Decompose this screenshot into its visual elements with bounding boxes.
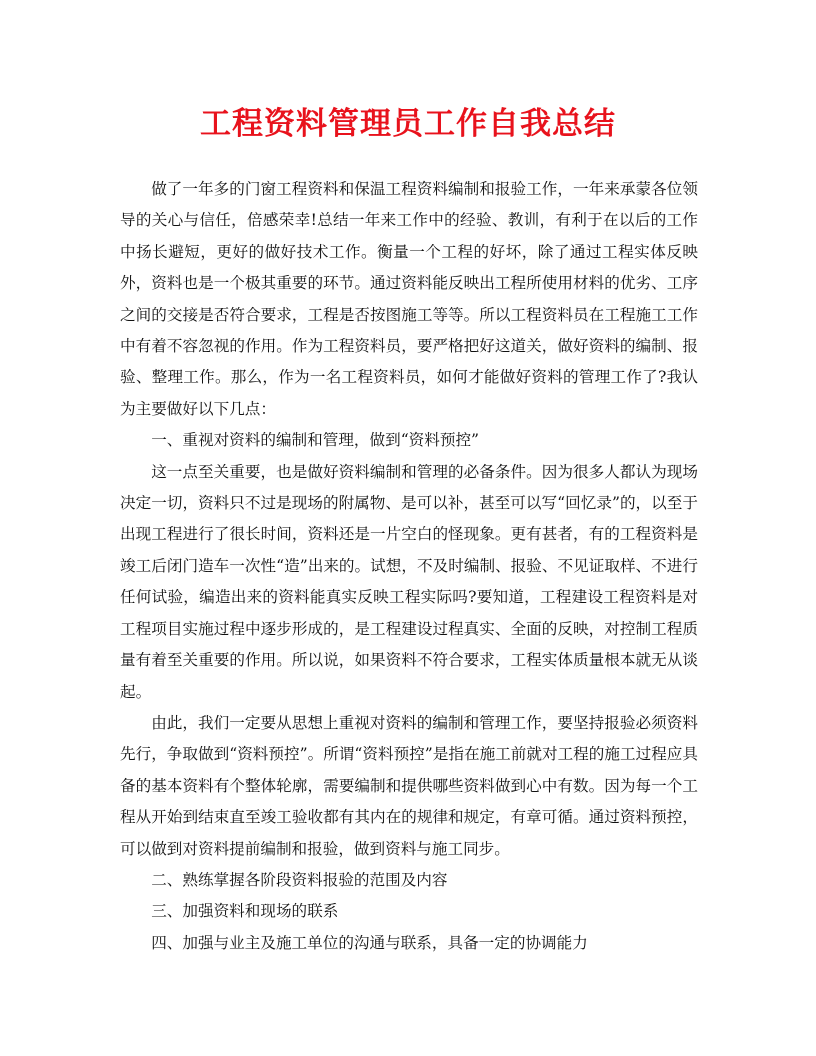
section-1-paragraph-1: 这一点至关重要，也是做好资料编制和管理的必备条件。因为很多人都认为现场决定一切，资料只不过是现场的附属物、是可以补，甚至可以写“回忆录”的，以至于出现工程进行了很长时间，资料还是一片空白的怪现象。更有甚者，有的工程资料是竣工后闭门造车一次性“造”出来的。试想，不及时编制、报验、不见证取样、不进行任何试验，编造出来的资料能真实反映工程实际吗?要知道，工程建设工程资料是对工程项目实施过程中逐步形成的，是工程建设过程真实、全面的反映，对控制工程质量有着至关重要的作用。所以说，如果资料不符合要求，工程实体质量根本就无从谈起。 — [120, 462, 698, 701]
intro-paragraph: 做了一年多的门窗工程资料和保温工程资料编制和报验工作，一年来承蒙各位领导的关心与信任，倍感荣幸!总结一年来工作中的经验、教训，有利于在以后的工作中扬长避短，更好的做好技术工作。衡量一个工程的好坏，除了通过工程实体反映外，资料也是一个极其重要的环节。通过资料能反映出工程所使用材料的优劣、工序之间的交接是否符合要求，工程是否按图施工等等。所以工程资料员在工程施工工作中有着不容忽视的作用。作为工程资料员，要严格把好这道关，做好资料的编制、报验、整理工作。那么，作为一名工程资料员，如何才能做好资料的管理工作了?我认为主要做好以下几点： — [120, 180, 698, 418]
section-heading-4: 四、加强与业主及施工单位的沟通与联系，具备一定的协调能力 — [151, 933, 588, 952]
section-heading-2: 二、熟练掌握各阶段资料报验的范围及内容 — [151, 870, 448, 889]
document-body — [120, 174, 698, 959]
document-title: 工程资料管理员工作自我总结 — [200, 106, 616, 142]
section-heading-3: 三、加强资料和现场的联系 — [151, 902, 339, 921]
section-heading-1: 一、重视对资料的编制和管理，做到“资料预控” — [151, 431, 480, 450]
section-1-paragraph-2: 由此，我们一定要从思想上重视对资料的编制和管理工作，要坚持报验必须资料先行，争取做到“资料预控”。所谓“资料预控”是指在施工前就对工程的施工过程应具备的基本资料有个整体轮廓，需要编制和提供哪些资料做到心中有数。因为每一个工程从开始到结束直至竣工验收都有其内在的规律和规定，有章可循。通过资料预控，可以做到对资料提前编制和报验，做到资料与施工同步。 — [120, 713, 698, 858]
